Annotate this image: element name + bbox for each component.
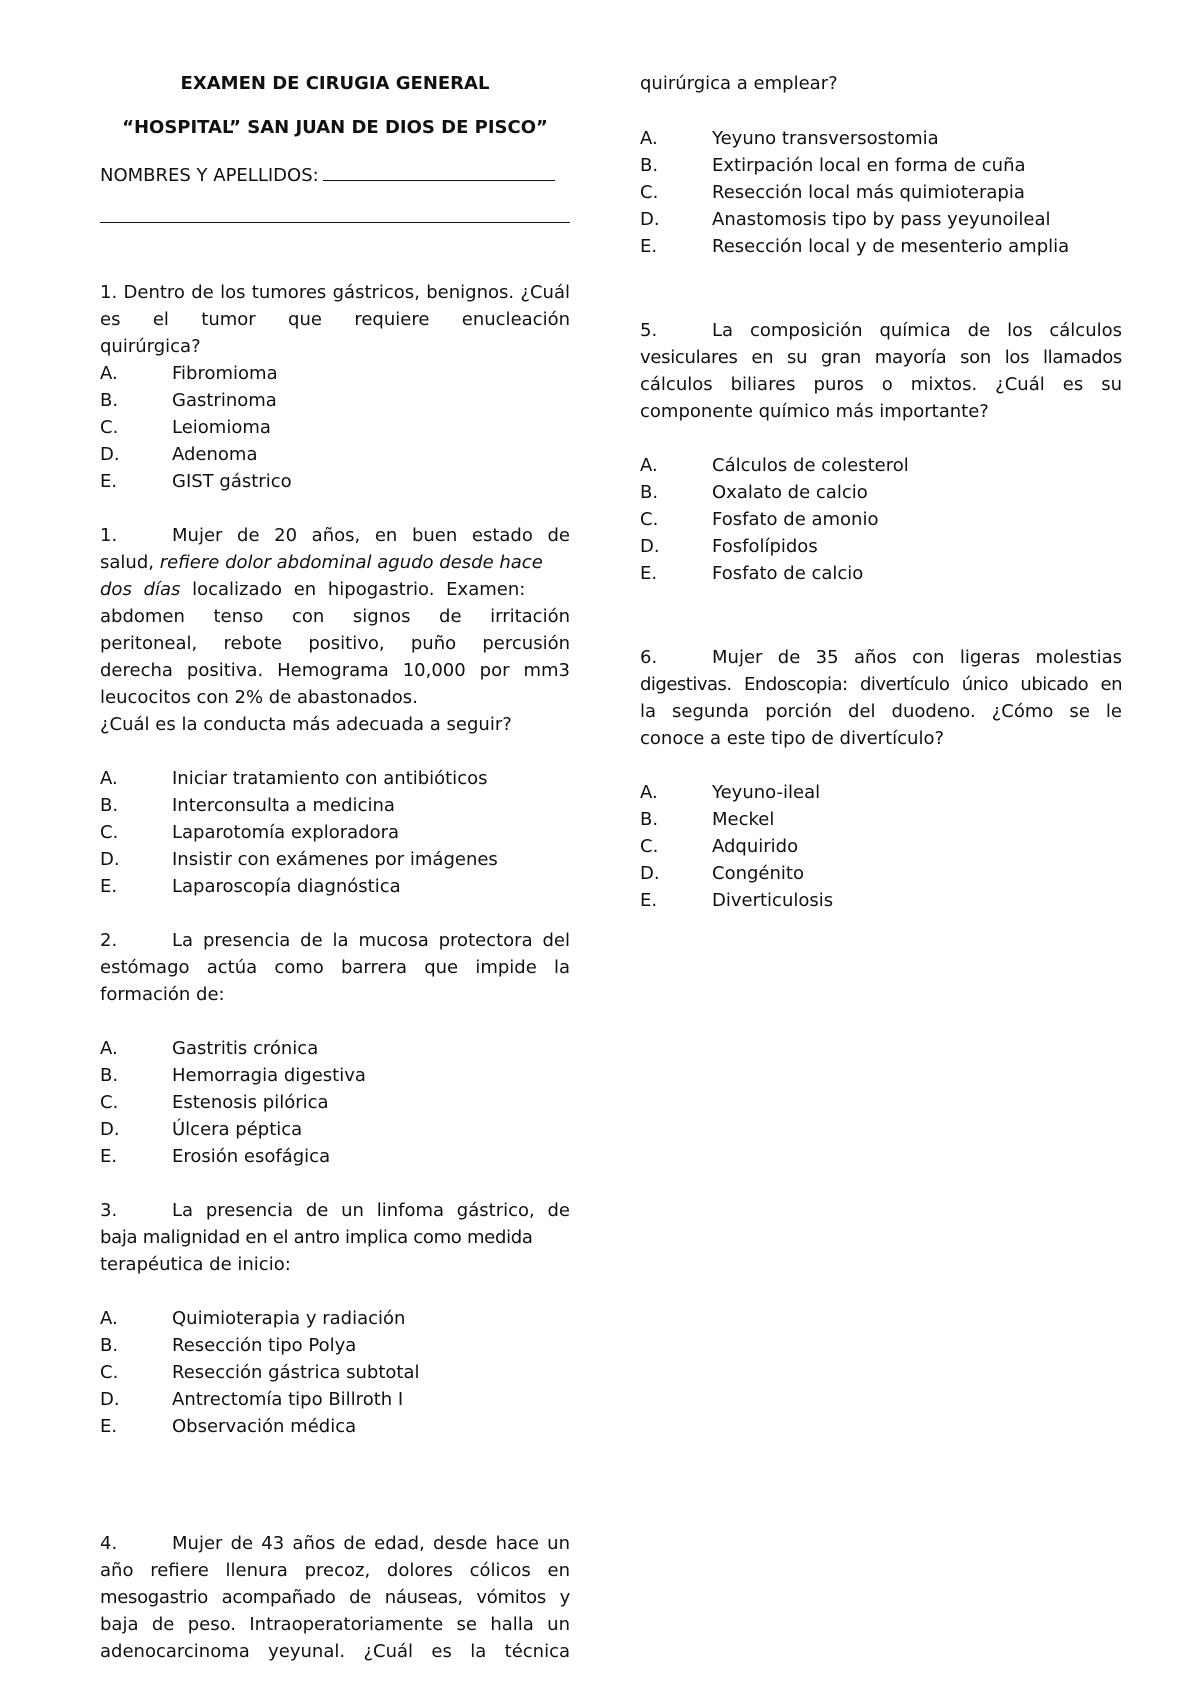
option-e: E. Laparoscopía diagnóstica — [100, 876, 401, 897]
option-e: E. Diverticulosis — [640, 890, 834, 911]
hospital-name: “HOSPITAL” SAN JUAN DE DIOS DE PISCO” — [122, 117, 548, 138]
option-b: B. Interconsulta a medicina — [100, 795, 395, 816]
question-text: digestivas. Endoscopia: divertículo único ubicado en — [640, 674, 1122, 695]
option-d: D. Fosfolípidos — [640, 536, 818, 557]
option-c: C. Laparotomía exploradora — [100, 822, 400, 843]
option-a: A. Yeyuno transversostomia — [640, 128, 939, 149]
question-text: terapéutica de inicio: — [100, 1254, 291, 1275]
question-text: peritoneal, rebote positivo, puño percusión — [100, 633, 570, 654]
question-text: la segunda porción del duodeno. ¿Cómo se le — [640, 701, 1122, 722]
option-b: B. Meckel — [640, 809, 775, 830]
question-text: derecha positiva. Hemograma 10,000 por mm3 — [100, 660, 570, 681]
name-blank-line-2[interactable] — [100, 222, 570, 223]
question-text: 1. Dentro de los tumores gástricos, benignos. ¿Cuál — [100, 282, 570, 303]
option-b: B. Gastrinoma — [100, 390, 277, 411]
question-text: 4. Mujer de 43 años de edad, desde hace un — [100, 1533, 570, 1554]
option-a: A. Cálculos de colesterol — [640, 455, 909, 476]
option-d: D. Anastomosis tipo by pass yeyunoileal — [640, 209, 1051, 230]
question-text: adenocarcinoma yeyunal. ¿Cuál es la técnica — [100, 1641, 570, 1662]
question-text: quirúrgica a emplear? — [640, 73, 838, 94]
option-c: C. Estenosis pilórica — [100, 1092, 329, 1113]
name-label: NOMBRES Y APELLIDOS: — [100, 165, 319, 186]
question-text: vesiculares en su gran mayoría son los llamados — [640, 347, 1122, 368]
question-text: 5. La composición química de los cálculos — [640, 320, 1122, 341]
name-field-row — [100, 160, 570, 187]
question-text: baja malignidad en el antro implica como medida — [100, 1227, 533, 1248]
option-a: A. Fibromioma — [100, 363, 278, 384]
question-text: conoce a este tipo de divertículo? — [640, 728, 945, 749]
question-text: es el tumor que requiere enucleación — [100, 309, 570, 330]
option-e: E. Fosfato de calcio — [640, 563, 864, 584]
question-text: ¿Cuál es la conducta más adecuada a seguir? — [100, 714, 512, 735]
question-text: cálculos biliares puros o mixtos. ¿Cuál es su — [640, 374, 1122, 395]
question-text: leucocitos con 2% de abastonados. — [100, 687, 418, 708]
option-b: B. Extirpación local en forma de cuña — [640, 155, 1026, 176]
option-e: E. GIST gástrico — [100, 471, 292, 492]
exam-title: EXAMEN DE CIRUGIA GENERAL — [180, 73, 490, 94]
question-text: 6. Mujer de 35 años con ligeras molestias — [640, 647, 1122, 668]
option-e: E. Erosión esofágica — [100, 1146, 331, 1167]
option-d: D. Congénito — [640, 863, 804, 884]
option-c: C. Resección gástrica subtotal — [100, 1362, 420, 1383]
question-text: dos días localizado en hipogastrio. Examen: — [100, 579, 526, 600]
option-c: C. Resección local más quimioterapia — [640, 182, 1025, 203]
option-b: B. Resección tipo Polya — [100, 1335, 357, 1356]
question-text: estómago actúa como barrera que impide la — [100, 957, 570, 978]
question-text: mesogastrio acompañado de náuseas, vómitos y — [100, 1587, 570, 1608]
option-a: A. Gastritis crónica — [100, 1038, 319, 1059]
question-text: 2. La presencia de la mucosa protectora del — [100, 930, 570, 951]
option-d: D. Úlcera péptica — [100, 1119, 303, 1140]
question-text: abdomen tenso con signos de irritación — [100, 606, 570, 627]
option-a: A. Iniciar tratamiento con antibióticos — [100, 768, 488, 789]
question-text: 1. Mujer de 20 años, en buen estado de — [100, 525, 570, 546]
option-a: A. Yeyuno-ileal — [640, 782, 821, 803]
option-d: D. Adenoma — [100, 444, 258, 465]
question-text: salud, refiere dolor abdominal agudo desde hace — [100, 552, 543, 573]
option-c: C. Leiomioma — [100, 417, 271, 438]
option-e: E. Observación médica — [100, 1416, 357, 1437]
option-c: C. Fosfato de amonio — [640, 509, 879, 530]
question-text: baja de peso. Intraoperatoriamente se halla un — [100, 1614, 570, 1635]
question-text: quirúrgica? — [100, 336, 201, 357]
option-b: B. Oxalato de calcio — [640, 482, 868, 503]
name-blank-line[interactable] — [323, 160, 555, 181]
option-e: E. Resección local y de mesenterio amplia — [640, 236, 1070, 257]
option-d: D. Insistir con exámenes por imágenes — [100, 849, 498, 870]
question-text: formación de: — [100, 984, 225, 1005]
option-c: C. Adquirido — [640, 836, 799, 857]
option-d: D. Antrectomía tipo Billroth I — [100, 1389, 404, 1410]
question-text: componente químico más importante? — [640, 401, 989, 422]
question-text: año refiere llenura precoz, dolores cólicos en — [100, 1560, 570, 1581]
question-text: 3. La presencia de un linfoma gástrico, de — [100, 1200, 570, 1221]
option-b: B. Hemorragia digestiva — [100, 1065, 366, 1086]
option-a: A. Quimioterapia y radiación — [100, 1308, 406, 1329]
